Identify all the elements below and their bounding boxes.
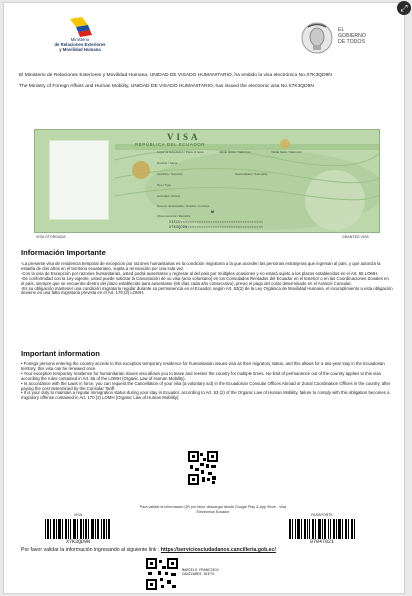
ministry-line-1: Ministerio — [70, 37, 90, 42]
visa-subtitle: REPÚBLICA DEL ECUADOR — [135, 142, 206, 147]
government-slogan — [338, 27, 382, 45]
info-es-paragraph: -Es su obligación mantener una condición migratoria regular durante su permanencia en el Ecuador, según Art. 53(2) de la Ley Orgánica de Movilidad Humana, el incumplimiento a esta obligación deviene en una falta migratoria prevista en el Art. 170 (2) LOMH. — [21, 285, 393, 296]
ministry-line-3: y Movilidad Humana — [59, 47, 101, 52]
info-es-paragraph: -La presente visa de residencia temporal de excepción por razones humanitarias es la condición migratoria a la que acceden las personas extranjeras que ingresan al país, y que autoriza la estadía de dos años en el territorio ecuatoriano, sujeta a renovación por una sola vez. — [21, 261, 381, 271]
info-es-paragraph: -Con la visa de Excepción por razones humanitarias, usted podrá ausentarse y regresar al del país por múltiples ocasiones y no estará sujeto a los plazos establecidos en el Art. 65 LOMH. — [21, 270, 379, 276]
mrz-line-1: VIECU<<<<<<<<<<<<<<<<<<<<<<<<<<<<<<<<<<<< — [169, 221, 264, 225]
caption-granted-en: GRANTED VISA — [342, 235, 369, 239]
intro-english: The Ministry of Foreign Affairs and Human Mobility, UNIDAD DE VISADO HUMANITARIO, has issued the electronic visa No.X7K3QD9N — [19, 84, 314, 89]
intro-spanish: El Ministerio de Relaciones Exteriores y Movilidad Humana, UNIDAD DE VISADO HUMANITARIO, ha emitido la visa electrónica No.X7K3QD9N — [19, 73, 332, 78]
validation-link[interactable]: https://serviciosciudadanos.cancilleria.gob.ec/ — [160, 547, 276, 553]
validation-text: Por favor validar la información ingresando al siguiente link : — [21, 547, 160, 553]
signatory-line-1: MARCELO FRANCISCO — [182, 569, 219, 573]
visa-title: VISA — [167, 132, 201, 142]
visa-document-page — [3, 2, 405, 594]
visa-barcode-icon — [44, 519, 112, 539]
field-nationality-label: Nacionalidad / Nationality — [235, 172, 268, 176]
ministry-name — [48, 37, 112, 52]
validation-line — [21, 547, 401, 553]
info-en-paragraph: • It is your duty to maintain a regular immigration status during your stay in Ecuador, according to Art. 53 (2) of the Organic Law of Human Mobility, failure to comply with this obligation becomes a migratory offense contained in Art. 170 (2) LOMH (Organic Law of Human Mobility). — [21, 390, 390, 401]
passport-barcode-number: 07847021 — [309, 539, 334, 545]
passport-barcode-icon — [288, 519, 356, 539]
field-place-label: Lugar de Expedición / Place of issue — [157, 150, 204, 154]
info-en-paragraph: • In accordance with the Laws in force, you can request the Cancellation of your visa (a voluntary act) in the Ecuadorian Consular Offices Abroad or Zonal Coordination Offices in the country, after paying the cost determined by the Consular Tariff. — [21, 380, 391, 391]
gov-line-3: DE TODOS — [338, 39, 365, 45]
signature-qr-code-icon — [146, 558, 178, 590]
ecuador-flag-icon — [66, 17, 94, 37]
info-en-paragraph: • Your exception temporary residence for humanitarian issues visa allows you to leave and reenter the country for multiple times. No limit of permanence out of the country applies to this visa according the rules contained in Art. 65 of the LOMH (Organic Law of Human Mobility). — [21, 370, 381, 381]
info-es-paragraph: -De conformidad con la Ley vigente, usted puede solicitar la Cancelación de su visa (acto voluntario) en los Consulados Rentados del Ecuador en el Exterior o en las Coordinaciones Zonales en el país, siempre que se encuentre dentro del plazo establecido para ausentarse (90 días cada año consecutivo), previo el pago del costo determinado en el Arancel Consular. — [21, 275, 389, 286]
field-activity-label: Actividad / Activity — [157, 194, 181, 198]
field-entries-value: M — [211, 210, 214, 214]
mrz-line-2: X7K3QD9N<<<<<<<<<<<<<<<<<<<<<<<<<<<<<<<<< — [169, 226, 264, 230]
validation-qr-code-icon[interactable] — [188, 451, 218, 485]
field-type-label: Tipo / Type — [157, 183, 172, 187]
visa-sticker — [34, 129, 380, 233]
ministry-logo — [48, 17, 158, 61]
info-es-body — [21, 262, 393, 296]
heading-info-en: Important information — [21, 349, 100, 358]
field-valid-from-label: Válida desde / Valid from — [219, 150, 251, 154]
visa-barcode-number: X7K3QD9N — [65, 539, 90, 545]
caption-granted-es: VISA OTORGADA — [36, 235, 66, 239]
coat-of-arms-icon — [300, 21, 334, 55]
field-surname-label: Apellidos / Surname — [157, 172, 183, 176]
field-entries-label: Número de Entradas / Number of entries — [157, 204, 210, 208]
government-logo — [300, 21, 386, 57]
gov-line-1: EL — [338, 27, 345, 33]
signatory-line-2: CANIZARES NIETO — [182, 573, 215, 578]
passport-barcode-label: PASAPORTE — [311, 513, 333, 517]
ministry-line-2: de Relaciones Exteriores — [54, 42, 106, 47]
field-valid-until-label: Válida hasta / Valid until — [271, 150, 302, 154]
info-en-body — [21, 362, 393, 401]
qr-caption: Para validar la información QR por favor descargar desde Google Play & App Store - Visa Electrónica Ecuador — [139, 505, 287, 514]
heading-info-es: Información Importante — [21, 248, 106, 257]
signatory-name — [182, 569, 219, 578]
info-en-paragraph: • Foreign persons entering the country accede to this exception temporary residence for humanitarian issues visa as their migratory status, and this allows for a two-year stay in the Ecuadorian territory, this visa can be renewed once. — [21, 361, 385, 371]
visa-barcode-label: VISA — [73, 513, 83, 517]
gov-line-2: GOBIERNO — [338, 33, 366, 39]
holder-photo — [49, 140, 109, 220]
field-remarks-label: Observaciones / Remarks — [157, 214, 191, 218]
visa-emblem-icon — [132, 161, 150, 179]
field-name-label: Nombre / Name — [157, 161, 178, 165]
expand-icon[interactable]: ⤢ — [397, 1, 411, 15]
